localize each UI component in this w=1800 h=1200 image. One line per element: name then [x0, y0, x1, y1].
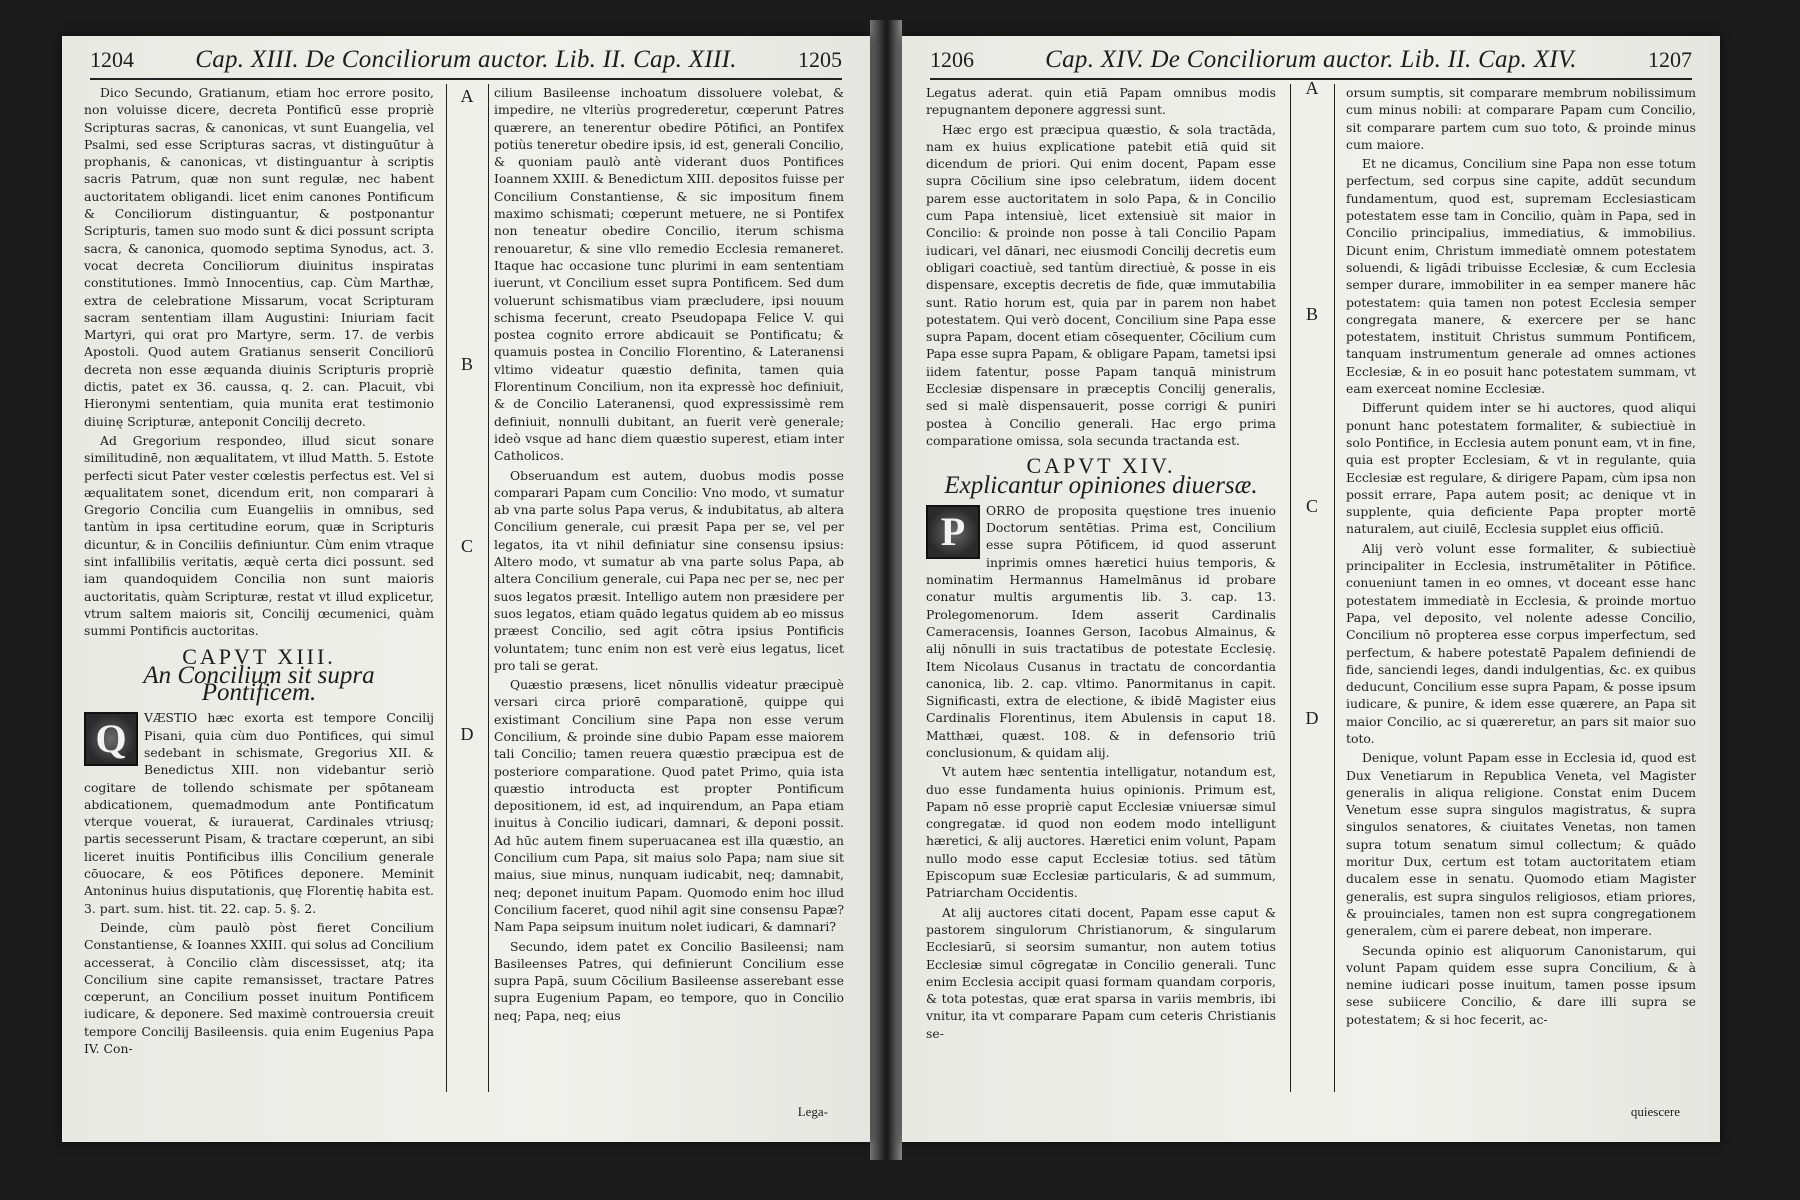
chapter-title: Explicantur opiniones diuersæ.	[944, 471, 1258, 499]
margin-letter-a: A	[1305, 78, 1319, 98]
page-number: 1204	[90, 47, 134, 72]
page-number: 1206	[930, 47, 974, 72]
paragraph: Dico Secundo, Gratianum, etiam hoc errore posito, non voluisse dicere, decreta Pontificū esse propriè Scripturas sacras, & canonicas, vt sunt Euangelia, vel Psalmi, sed esse Scripturas sacras, vt distinguūtur à prophanis, & canonicas, vt distinguantur à scriptis sacris Patrum, quæ non sunt regulæ, nec habent auctoritatem obligandi. licet enim canones Pontificum & Conciliorum distinguantur, & postponantur Scripturis, tamen suo modo sunt & dici possunt scripta sacra, & canonica, quomodo septima Synodus, act. 3. vocat decreta Conciliorum diuinitus inspiratas constitutiones. Immò Innocentius, cap. Cùm Marthæ, extra de celebratione Missarum, vocat Scripturam sacram sententiam illam Augustini: Iniuriam facit Martyri, qui orat pro Martyre, serm. 17. de verbis Apostoli. Quod autem Gratianus senserit Conciliorū decreta non esse æquanda diuinis Scripturis propriè dictis, patet ex 36. caussa, q. 2. can. Placuit, vbi Hieronymi sententiam, quia munita erat testimonio diuinę Scripturæ, anteponit Concilij decreto.	[84, 85, 434, 429]
text-column-left	[84, 84, 434, 1092]
column-rule	[1334, 84, 1335, 1092]
paragraph: Ad Gregorium respondeo, illud sicut sonare similitudinē, non æqualitatem, vt illud Matth. 5. Estote perfecti sicut Pater vester cœlestis perfectus est. Vel si æqualitatem sonet, dicendum erit, non comparari à Gregorio Concilia cum Euangeliis in omnibus, sed tantùm in ipsa certitudine eorum, quæ in Scripturis dicuntur, & in Conciliis definiuntur. Cùm enim vtraque sint infallibilis veritatis, æquè certa dici possunt. sed iam quandoquidem Concilia non sunt maioris auctoritatis, quàm Scripturæ, restat vt illud explicetur, vtrum saltem maioris sit, Concilij œcumenici, quàm summi Pontificis auctoritas.	[84, 432, 434, 639]
page-number: 1207	[1648, 47, 1692, 72]
left-page	[62, 36, 870, 1142]
margin-letter-c: C	[460, 536, 473, 556]
paragraph: orsum sumptis, sit comparare membrum nobilissimum cum minus nobili: at comparare Papam cum Concilio, sit comparare partem cum suo toto, & proinde minus cum maiore.	[1346, 85, 1696, 152]
paragraph: Deinde, cùm paulò pòst fieret Concilium Constantiense, & Ioannes XXIII. qui solus ad Concilium accesserat, à Concilio clàm discessisset, atq; ita Concilium sine capite remansisset, tractare Patres cœperunt, an Concilium posset inuitum Pontificem iudicare, & deponere. Sed maximè controuersia creuit tempore Concilij Basileensis. quia enim Eugenius Papa IV. Con-	[84, 919, 434, 1057]
paragraph: Vt autem hæc sententia intelligatur, notandum est, duo esse fundamenta huius opinionis. Primum est, Papam nō esse propriè caput Ecclesiæ vniuersæ simul congregatæ. id quod non eodem modo intelligunt hæretici, & alij auctores. Hæretici enim volunt, Papam nullo modo esse caput Ecclesiæ totius. sed tātùm Episcopum suæ Ecclesiæ particularis, & ad summum, Patriarcham Occidentis.	[926, 764, 1276, 901]
book-gutter	[870, 20, 902, 1160]
text-column-right	[494, 84, 844, 1092]
paragraph: Hæc ergo est præcipua quæstio, & sola tractāda, nam ex huius explicatione patebit etiā quid sit dicendum de priori. Qui enim docent, Papam esse supra Cōcilium sine ipso celebratum, iidem docent parem esse auctoritatem in solo Papa, & in Concilio cum Papa intensiuè, licet extensiuè sit maior in Concilio: & proinde non posse à tali Concilio Papam iudicari, vel dānari, nec eiusmodi Concilij decretis eum obligari coactiuè, sed tantùm directiuè, & posse in eis dispensare, exceptis decretis de fide, quæ immutabilia sunt. Ratio horum est, quia par in parem non habet potestatem. Qui verò docent, Concilium sine Papa esse supra Papam, docent etiam cōsequenter, Cōcilium cum Papa esse supra Papam, & obligare Papam, tametsi ipsi iidem fatentur, posse Papam tanquā ministrum Ecclesiæ dispensare in præceptis Concilij generalis, sed si malè dispensauerit, posse corrigi & puniri postea à Concilio generali. Hac ergo prima comparatione omissa, sola secunda tractanda est.	[926, 121, 1276, 448]
paragraph: cilium Basileense inchoatum dissoluere volebat, & impedire, ne vlteriùs progrederetur, cœperunt Patres quærere, an tenerentur obedire Pōtifici, an Pontifex potiùs teneretur obedire ipsis, id est, generali Concilio, & quoniam paulò antè viderant duos Pontifices Ioannem XXIII. & Benedictum XIII. depositos fuisse per Concilium Constantiense, & sic impositum finem maximo schismati; cœperunt metuere, ne si Pontifex non teneatur obedire Concilio, iterum schisma renouaretur, & sine vllo remedio Ecclesia remaneret. Itaque hac occasione tunc plurimi in eam sententiam iuerunt, vt Concilium esset supra Pontificem. Sed dum voluerunt schismatibus viam præcludere, ipsi nouum schisma fecerunt, creato Pseudopapa Felice V. qui postea cognito errore abdicauit se Pontificatu; & quamuis postea in Concilio Florentino, & Lateranensi vltimo videatur quæstio definita, tamen quia Florentinum Concilium, non ita expressè hoc definiuit, & de Concilio Lateranensi, quod expressissimè rem definiuit, nonnulli dubitant, an fuerit verè generale; ideò vsque ad hanc diem quæstio superest, etiam inter Catholicos.	[494, 85, 844, 464]
paragraph: Legatus aderat. quin etiā Papam omnibus modis repugnantem deponere aggressi sunt.	[926, 85, 1276, 118]
margin-letter-d: D	[460, 724, 474, 744]
running-head-right	[930, 46, 1692, 80]
chapter-heading: CAPVT XIV.	[1026, 453, 1176, 479]
margin-letter-d: D	[1305, 708, 1319, 728]
paragraph: Differunt quidem inter se hi auctores, quod aliqui ponunt hanc potestatem formaliter, & subiectiuè in solo Pontifice, in Ecclesia autem ponunt eam, vt in fine, quia est propter Ecclesiam, & vt in regulante, quia Ecclesiæ est regulare, & dirigere Papam, cùm ipsa non possit errare, Papa autem posit; ac denique vt in supplente, quia deficiente Papa propter mortē naturalem, aut ciuilē, Ecclesia supplet eius officiū.	[1346, 400, 1696, 537]
catchword: Lega-	[797, 1104, 828, 1119]
running-title: Cap. XIV. De Conciliorum auctor. Lib. II. Cap. XIV.	[1045, 46, 1577, 73]
margin-letter-b: B	[460, 354, 473, 374]
column-rule	[1290, 84, 1291, 1092]
margin-letter-a: A	[460, 86, 474, 106]
right-page	[902, 36, 1720, 1142]
page-number: 1205	[798, 47, 842, 72]
chapter-title: An Concilium sit supra Pontificem.	[143, 661, 375, 707]
paragraph: Alij verò volunt esse formaliter, & subiectiuè principaliter in Ecclesia, instrumētaliter in Pōtifice. conueniunt tamen in eo omnes, vt doceant esse hanc potestatem immediatè in Ecclesia, & proinde mortuo Papa, vel deposito, vel nolente adesse Concilio, Concilium nō propterea esse corpus imperfectum, sed perfectum, & habere potestatē Papalem definiendi de fide, sanciendi leges, dandi indulgentias, &c. ex quibus deducunt, Concilium esse supra Papam, & posse ipsum iudicare, & punire, & idem esse quærere, an Papa sit maior Concilio, ac si quæreretur, an pars sit maior suo toto.	[1346, 540, 1696, 746]
decorated-initial-icon: Q	[84, 712, 138, 766]
paragraph: ORRO de proposita quęstione tres inuenio Doctorum sentētias. Prima est, Concilium esse supra Pōtificem, id quod asserunt inprimis omnes hæretici huius temporis, & nominatim Hermannus Hamelmānus id probare conatur multis argumentis lib. 3. cap. 13. Prolegomenorum. Idem asserit Cardinalis Cameracensis, Ioannes Gerson, Iacobus Almainus, & alij nōnulli in suis tractatibus de potestate Ecclesię. Item Nicolaus Cusanus in tractatu de concordantia canonica, lib. 2. cap. vltimo. Panormitanus in capit. Significasti, extra de electione, & ibidē Magister eius Cardinalis Florentinus, item Abulensis in caput 18. Matthæi, quæst. 108. & in defensorio triū conclusionum, & quidam alij.	[926, 502, 1276, 760]
paragraph: Secunda opinio est aliquorum Canonistarum, qui volunt Papam quidem esse supra Concilium, & à nemine iudicari posse inuitum, tamen posse ipsum sese subiicere Concilio, & dare illi supra se potestatem; & si hoc fecerit, ac-	[1346, 942, 1696, 1027]
paragraph: Denique, volunt Papam esse in Ecclesia id, quod est Dux Venetiarum in Republica Veneta, vel Magister generalis in aliqua religione. Constat enim Ducem Venetum esse supra singulos magistratus, & supra singulos senatores, & ciuitates Venetas, non tamen supra totum senatum simul collectum; & quādo moritur Dux, certum est totam auctoritatem etiam ducalem esse in senatu. Quomodo etiam Magister generalis, est supra singulos religiosos, etiam priores, & prouinciales, tamen non est supra congregationem generalem, cùm ei parere debeat, non imperare.	[1346, 750, 1696, 939]
text-column-left	[926, 84, 1276, 1092]
paragraph: At alij auctores citati docent, Papam esse caput & pastorem singulorum Christianorum, & singularum Ecclesiarū, si seorsim sumantur, non autem totius Ecclesiæ simul cōgregatæ in Concilio generali. Tunc enim Ecclesia accipit quasi formam quandam corporis, & tota potestas, quæ erat sparsa in variis membris, ibi vnitur, ita vt comparare Papam cum ceteris Christianis se-	[926, 904, 1276, 1041]
paragraph: Quæstio præsens, licet nōnullis videatur præcipuè versari circa priorē comparationē, quippe qui existimant Concilium sine Papa non esse verum Concilium, & proinde sine dubio Papam esse maiorem tali Concilio; tamen reuera quæstio præcipua est de posteriore comparatione. Quod patet Primo, quia ista quæstio introducta est propter Pontificum depositionem, id est, ad inquirendum, an Papa etiam inuitus à Concilio iudicari, damnari, & deponi possit. Ad hūc autem finem superuacanea est illa quæstio, an Concilium cum Papa, sit maius solo Papa; nam siue sit maius, siue minus, nunquam iudicabit, neq; damnabit, neq; deponet inuitum Papam. Quomodo enim hoc illud Concilium faceret, quod nihil agit sine consensu Papæ? Nam Papa seipsum inuitum nolet iudicari, & damnari?	[494, 677, 844, 935]
paragraph: Obseruandum est autem, duobus modis posse comparari Papam cum Concilio: Vno modo, vt sumatur ab vna parte solus Papa verus, & indubitatus, ab altera Concilium generale, cui præsit Papa per se, vel per legatos, ita vt nihil definiatur sine consensu ipsius: Altero modo, vt sumatur ab vna parte solus Papa, ab altera Concilium generale, cui Papa nec per se, nec per suos legatos præsit. Intelligo autem non præsidere per suos legatos, etiam quādo legatus quidem ab eo missus præest Concilio, sed agit cōtra ipsius Pontificis voluntatem; tunc enim non est verè eius legatus, licet pro tali se gerat.	[494, 467, 844, 673]
paragraph: Et ne dicamus, Concilium sine Papa non esse totum perfectum, sed corpus sine capite, addūt secundum fundamentum, quod est, supremam Ecclesiasticam potestatem esse tam in Concilio, quàm in Papa, sed in Concilio principalius, immediatius, & immobilius. Dicunt enim, Christum immediatè omnem potestatem soluendi, & ligādi tribuisse Ecclesiæ, & cum Ecclesia semper durare, immobiliter in ea semper manere hāc potestatem: quia tamen non potest Ecclesia semper congregata manere, & exercere per se hanc potestatem, instituit Christus summum Pontificem, tanquam instrumentum generale ad omnes actiones Ecclesiæ, & in eo posuit hanc potestatem summam, vt eam exerceat nomine Ecclesiæ.	[1346, 156, 1696, 397]
running-head-left	[90, 46, 842, 80]
text-column-right	[1346, 84, 1696, 1092]
running-title: Cap. XIII. De Conciliorum auctor. Lib. II. Cap. XIII.	[195, 46, 737, 73]
paragraph: Secundo, idem patet ex Concilio Basileensi; nam Basileenses Patres, qui definierunt Concilium esse supra Papā, suum Cōcilium Basileense asserebant esse supra Eugenium Papam, eo tempore, quo in Concilio neq; Papa, neq; eius	[494, 938, 844, 1023]
decorated-initial-icon: P	[926, 505, 980, 559]
margin-letter-c: C	[1305, 496, 1318, 516]
catchword: quiescere	[1630, 1104, 1680, 1119]
column-rule	[488, 84, 489, 1092]
column-rule	[446, 84, 447, 1092]
chapter-heading: CAPVT XIII.	[182, 643, 336, 669]
paragraph: VÆSTIO hæc exorta est tempore Concilij Pisani, quia cùm duo Pontifices, qui simul sedebant in schismate, Gregorius XII. & Benedictus XIII. non videbantur seriò cogitare de tollendo schismate per spōtaneam abdicationem, quemadmodum ante Pontificatum vterque vouerat, & iurauerat, Cardinales vtriusq; partis secesserunt Pisam, & tractare cœperunt, an sibi liceret inuitis Pontificibus illis Concilium generale cōuocare, & eos Pōtifices deponere. Meminit Antoninus huius disputationis, quę Florentię habita est. 3. part. sum. hist. tit. 22. cap. 5. §. 2.	[84, 710, 434, 916]
margin-letter-b: B	[1305, 304, 1318, 324]
